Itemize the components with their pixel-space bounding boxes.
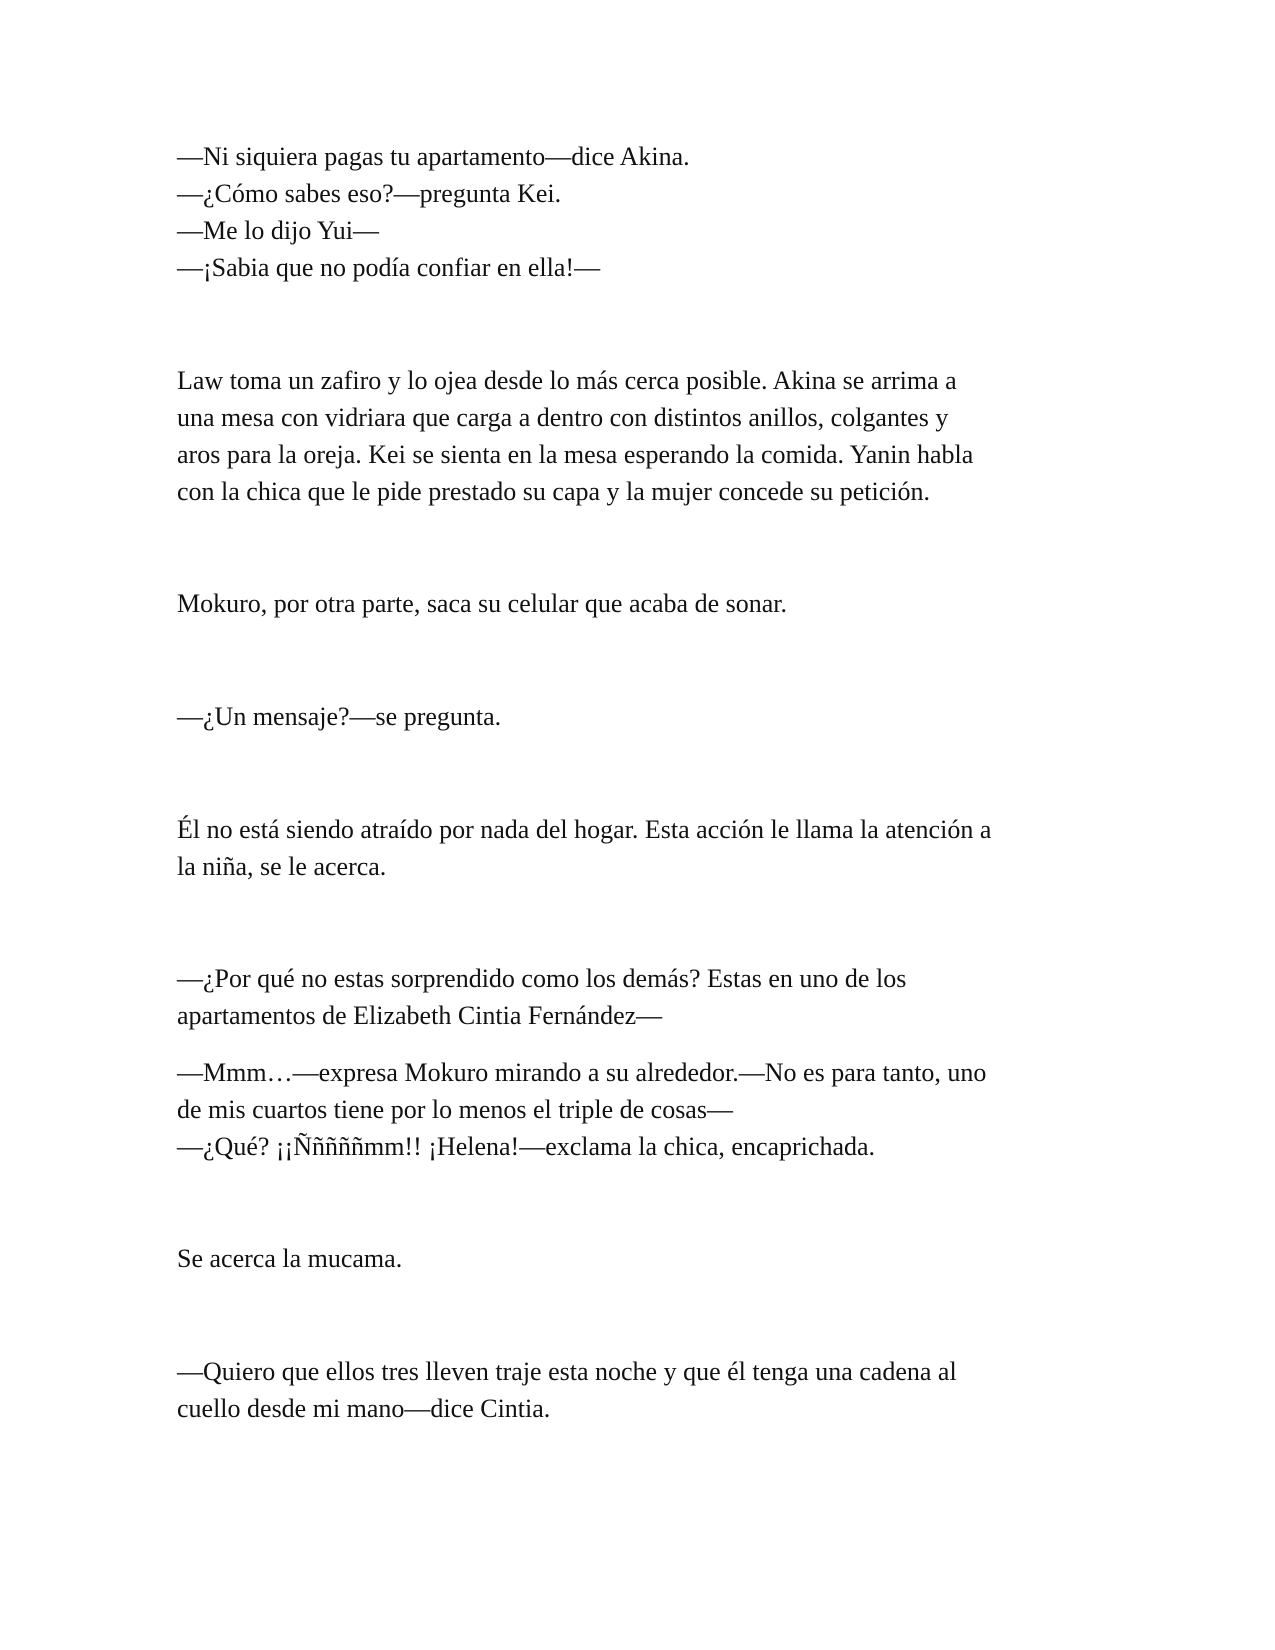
dialogue-line: —¿Un mensaje?—se pregunta. bbox=[177, 702, 502, 731]
paragraph-line: Se acerca la mucama. bbox=[177, 1244, 403, 1273]
dialogue-line: —¿Por qué no estas sorprendido como los demás? Estas en uno de los bbox=[177, 964, 907, 993]
paragraph-line: aros para la oreja. Kei se sienta en la mesa esperando la comida. Yanin habla bbox=[177, 440, 974, 469]
dialogue-line: —¿Qué? ¡¡Ñññññmm!! ¡Helena!—exclama la chica, encaprichada. bbox=[177, 1132, 876, 1161]
dialogue-line: —Quiero que ellos tres lleven traje esta noche y que él tenga una cadena al bbox=[177, 1357, 957, 1386]
dialogue-line: apartamentos de Elizabeth Cintia Fernández— bbox=[177, 1001, 663, 1030]
paragraph-line: la niña, se le acerca. bbox=[177, 852, 387, 881]
dialogue-line: —Me lo dijo Yui— bbox=[177, 216, 379, 245]
paragraph-line: Él no está siendo atraído por nada del hogar. Esta acción le llama la atención a bbox=[177, 815, 992, 844]
dialogue-line: —Mmm…—expresa Mokuro mirando a su alrededor.—No es para tanto, uno bbox=[177, 1058, 987, 1087]
dialogue-line: de mis cuartos tiene por lo menos el triple de cosas— bbox=[177, 1095, 733, 1124]
dialogue-line: cuello desde mi mano—dice Cintia. bbox=[177, 1394, 551, 1423]
dialogue-line: —¿Cómo sabes eso?—pregunta Kei. bbox=[177, 179, 562, 208]
paragraph-line: Mokuro, por otra parte, saca su celular que acaba de sonar. bbox=[177, 589, 788, 618]
dialogue-line: —¡Sabia que no podía confiar en ella!— bbox=[177, 253, 601, 282]
paragraph-line: con la chica que le pide prestado su capa y la mujer concede su petición. bbox=[177, 477, 930, 506]
paragraph-line: Law toma un zafiro y lo ojea desde lo más cerca posible. Akina se arrima a bbox=[177, 366, 957, 395]
paragraph-line: una mesa con vidriara que carga a dentro con distintos anillos, colgantes y bbox=[177, 403, 949, 432]
dialogue-line: —Ni siquiera pagas tu apartamento—dice Akina. bbox=[177, 142, 690, 171]
